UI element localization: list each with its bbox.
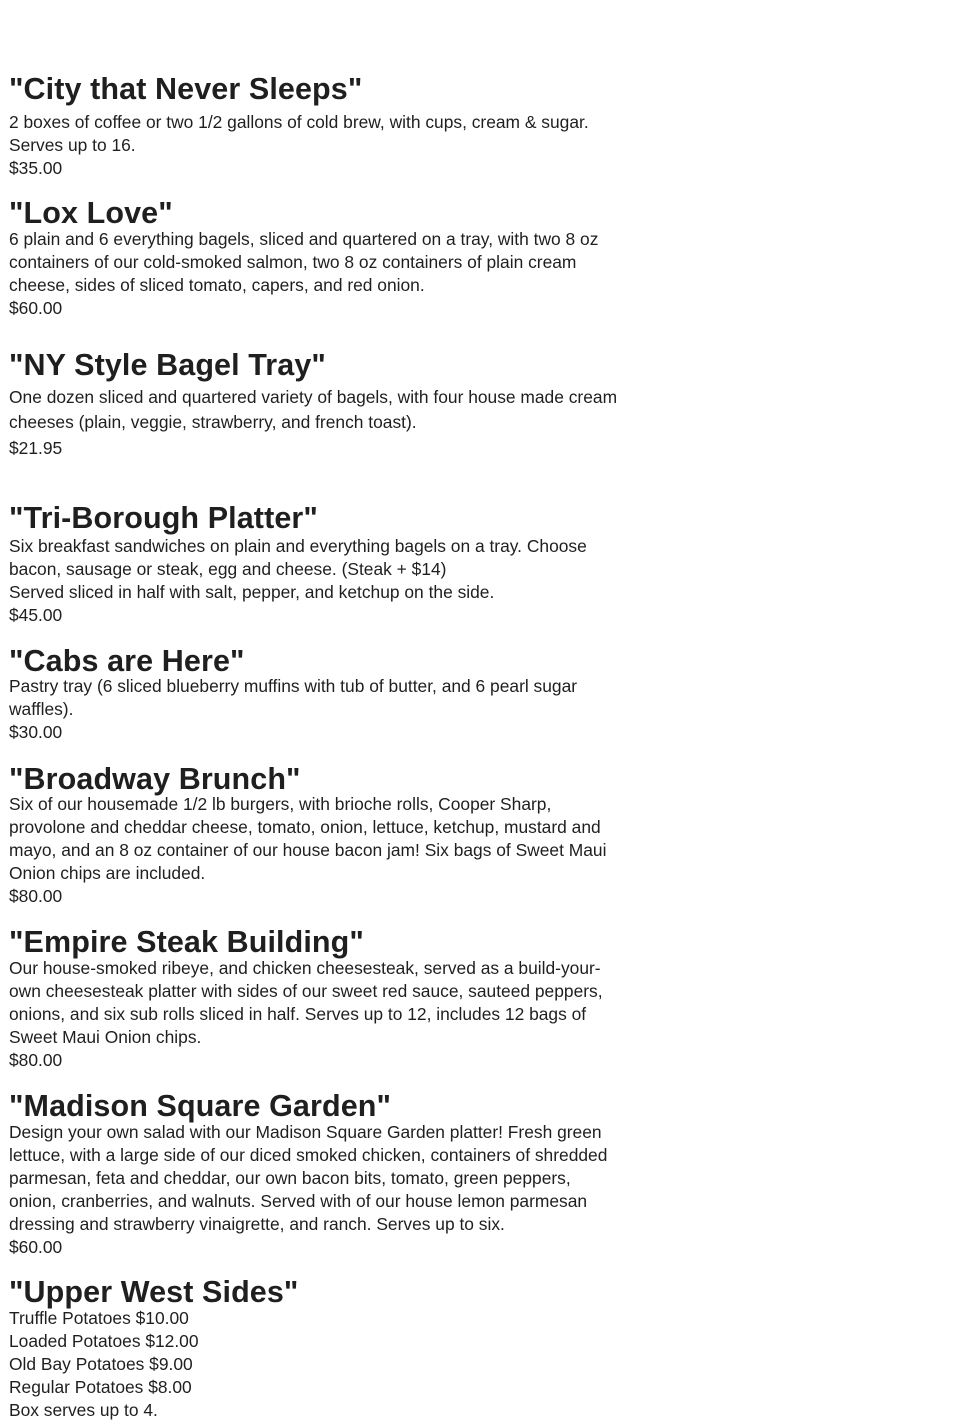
menu-item-description [9,535,649,604]
side-option-line: Regular Potatoes $8.00 [9,1377,192,1397]
menu-item-price: $30.00 [9,722,63,742]
side-option-line: Old Bay Potatoes $9.00 [9,1354,193,1374]
menu-item-description [9,111,649,157]
description-line: provolone and cheddar cheese, tomato, onion, lettuce, ketchup, mustard and [9,817,601,837]
description-line: dressing and strawberry vinaigrette, and ranch. Serves up to six. [9,1214,505,1234]
menu-item-madison-square-garden [9,1089,649,1259]
description-line: cheese, sides of sliced tomato, capers, and red onion. [9,275,425,295]
description-line: parmesan, feta and cheddar, our own bacon bits, tomato, green peppers, [9,1168,571,1188]
description-line: Six breakfast sandwiches on plain and everything bagels on a tray. Choose [9,536,587,556]
description-line: Serves up to 16. [9,135,136,155]
menu-item-broadway-brunch [9,762,649,908]
menu-item-title: "Tri-Borough Platter" [9,501,318,535]
description-line: Our house-smoked ribeye, and chicken cheesesteak, served as a build-your- [9,958,601,978]
description-line: lettuce, with a large side of our diced smoked chicken, containers of shredded [9,1145,608,1165]
menu-item-description [9,385,649,435]
side-option-line: Truffle Potatoes $10.00 [9,1308,189,1328]
menu-item-title: "Empire Steak Building" [9,925,364,959]
menu-item-title: "City that Never Sleeps" [9,72,363,106]
description-line: onion, cranberries, and walnuts. Served with of our house lemon parmesan [9,1191,588,1211]
description-line: 2 boxes of coffee or two 1/2 gallons of cold brew, with cups, cream & sugar. [9,112,589,132]
description-line: One dozen sliced and quartered variety of bagels, with four house made cream [9,387,618,407]
side-option-line: Box serves up to 4. [9,1400,158,1420]
menu-item-price: $60.00 [9,298,63,318]
menu-item-tri-borough-platter [9,501,649,627]
menu-item-title: "Upper West Sides" [9,1275,299,1309]
description-line: 6 plain and 6 everything bagels, sliced and quartered on a tray, with two 8 oz [9,229,599,249]
description-line: Served sliced in half with salt, pepper, and ketchup on the side. [9,582,495,602]
menu-item-description [9,1307,649,1422]
menu-item-ny-style-bagel-tray [9,348,649,460]
menu-item-price: $60.00 [9,1237,63,1257]
menu-item-price: $80.00 [9,886,63,906]
menu-item-description [9,675,649,721]
menu-item-lox-love [9,196,649,320]
description-line: Six of our housemade 1/2 lb burgers, with brioche rolls, Cooper Sharp, [9,794,552,814]
menu-item-empire-steak-building [9,925,649,1072]
menu-item-description [9,228,649,297]
menu-item-title: "NY Style Bagel Tray" [9,348,326,382]
description-line: own cheesesteak platter with sides of our sweet red sauce, sauteed peppers, [9,981,603,1001]
description-line: onions, and six sub rolls sliced in half. Serves up to 12, includes 12 bags of [9,1004,587,1024]
menu-item-title: "Lox Love" [9,196,173,230]
description-line: containers of our cold-smoked salmon, two 8 oz containers of plain cream [9,252,577,272]
menu-item-price: $35.00 [9,158,63,178]
menu-item-title: "Cabs are Here" [9,644,245,678]
description-line: Design your own salad with our Madison Square Garden platter! Fresh green [9,1122,602,1142]
menu-item-description [9,793,649,885]
menu-item-cabs-are-here [9,644,649,744]
description-line: Onion chips are included. [9,863,206,883]
description-line: mayo, and an 8 oz container of our house bacon jam! Six bags of Sweet Maui [9,840,607,860]
menu-item-title: "Madison Square Garden" [9,1089,392,1123]
menu-item-title: "Broadway Brunch" [9,762,301,796]
description-line: Sweet Maui Onion chips. [9,1027,202,1047]
clipped-previous-text [9,0,609,6]
side-option-line: Loaded Potatoes $12.00 [9,1331,199,1351]
description-line: bacon, sausage or steak, egg and cheese. (Steak + $14) [9,559,447,579]
menu-item-description [9,1121,649,1236]
menu-item-description [9,957,649,1049]
description-line: waffles). [9,699,74,719]
menu-item-price: $80.00 [9,1050,63,1070]
menu-item-price: $21.95 [9,438,63,458]
menu-item-upper-west-sides [9,1275,649,1422]
description-line: cheeses (plain, veggie, strawberry, and french toast). [9,412,417,432]
menu-item-city-that-never-sleeps [9,72,649,180]
menu-item-price: $45.00 [9,605,63,625]
description-line: Pastry tray (6 sliced blueberry muffins with tub of butter, and 6 pearl sugar [9,676,578,696]
